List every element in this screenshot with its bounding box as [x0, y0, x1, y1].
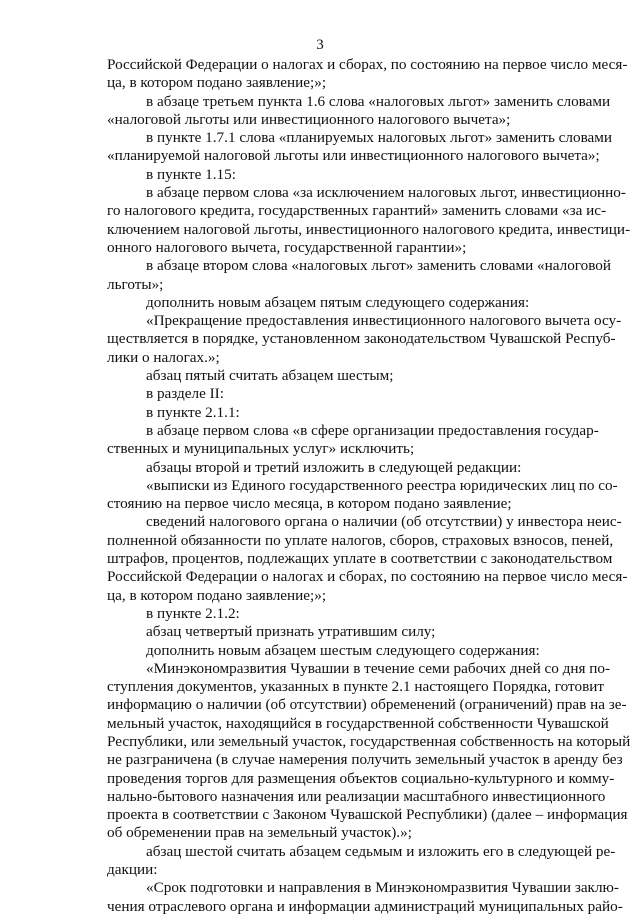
text-line: абзац шестой считать абзацем седьмым и изложить его в следующей ре- [146, 842, 616, 860]
text-line: льготы»; [107, 275, 164, 293]
text-line: го налогового кредита, государственных гарантий» заменить словами «за ис- [107, 202, 607, 220]
text-line: в пункте 2.1.2: [146, 604, 240, 622]
text-line: проекта в соответствии с Законом Чувашской Республики) (далее – информация [107, 806, 628, 824]
text-line: не разграничена (в случае намерения получить земельный участок в аренду без [107, 751, 623, 769]
text-line: в абзаце первом слова «за исключением налоговых льгот, инвестиционно- [146, 184, 626, 202]
text-line: мельный участок, находящийся в государственной собственности Чувашской [107, 714, 609, 732]
text-line: нально-бытового назначения или реализации масштабного инвестиционного [107, 787, 606, 805]
text-line: в пункте 1.15: [146, 165, 236, 183]
text-line: в абзаце втором слова «налоговых льгот» заменить словами «налоговой [146, 257, 612, 275]
text-line: ключением налоговой льготы, инвестиционного налогового кредита, инвестици- [107, 220, 631, 238]
text-line: в абзаце третьем пункта 1.6 слова «налоговых льгот» заменить словами [146, 92, 611, 110]
text-line: штрафов, процентов, подлежащих уплате в соответствии с законодательством [107, 550, 613, 568]
text-line: Российской Федерации о налогах и сборах, по состоянию на первое число меся- [107, 568, 628, 586]
text-line: полненной обязанности по уплате налогов, сборов, страховых взносов, пеней, [107, 531, 614, 549]
text-line: «налоговой льготы или инвестиционного налогового вычета»; [107, 110, 511, 128]
text-line: дополнить новым абзацем шестым следующего содержания: [146, 641, 540, 659]
text-line: ца, в котором подано заявление;»; [107, 74, 327, 92]
text-line: ществляется в порядке, установленном законодательством Чувашской Респуб- [107, 330, 616, 348]
text-line: ца, в котором подано заявление;»; [107, 586, 327, 604]
document-body [107, 56, 631, 916]
text-line: проведения торгов для размещения объектов социально-культурного и комму- [107, 769, 615, 787]
text-line: ственных и муниципальных услуг» исключить; [107, 440, 415, 458]
text-line: информацию о наличии (об отсутствии) обременений (ограничений) прав на зе- [107, 696, 627, 714]
text-line: в абзаце первом слова «в сфере организации предоставления государ- [146, 421, 599, 439]
text-line: «выписки из Единого государственного реестра юридических лиц по со- [146, 476, 618, 494]
text-line: чения отраслевого органа и информации администраций муниципальных райо- [107, 897, 623, 915]
text-line: абзацы второй и третий изложить в следующей редакции: [146, 458, 522, 476]
text-line: дакции: [107, 861, 158, 879]
text-line: абзац пятый считать абзацем шестым; [146, 367, 394, 385]
text-line: лики о налогах.»; [107, 348, 220, 366]
text-line: абзац четвертый признать утратившим силу; [146, 623, 436, 641]
text-line: в пункте 2.1.1: [146, 403, 240, 421]
text-line: об обременении прав на земельный участок).»; [107, 824, 412, 842]
text-line: в разделе II: [146, 385, 224, 403]
text-line: стоянию на первое число месяца, в котором подано заявление; [107, 495, 512, 513]
text-line: «планируемой налоговой льготы или инвестиционного налогового вычета»; [107, 147, 600, 165]
text-line: Республики, или земельный участок, государственная собственность на который [107, 732, 631, 750]
text-line: дополнить новым абзацем пятым следующего содержания: [146, 293, 530, 311]
page-number: 3 [316, 37, 324, 53]
text-line: «Прекращение предоставления инвестиционного налогового вычета осу- [146, 312, 622, 330]
text-line: сведений налогового органа о наличии (об отсутствии) у инвестора неис- [146, 513, 622, 531]
text-line: онного налогового вычета, государственной гарантии»; [107, 238, 467, 256]
text-line: «Минэкономразвития Чувашии в течение семи рабочих дней со дня по- [146, 659, 611, 677]
text-line: «Срок подготовки и направления в Минэкономразвития Чувашии заклю- [146, 879, 619, 897]
text-line: ступления документов, указанных в пункте 2.1 настоящего Порядка, готовит [107, 678, 605, 696]
text-line: Российской Федерации о налогах и сборах, по состоянию на первое число меся- [107, 56, 628, 73]
text-line: в пункте 1.7.1 слова «планируемых налоговых льгот» заменить словами [146, 129, 613, 147]
